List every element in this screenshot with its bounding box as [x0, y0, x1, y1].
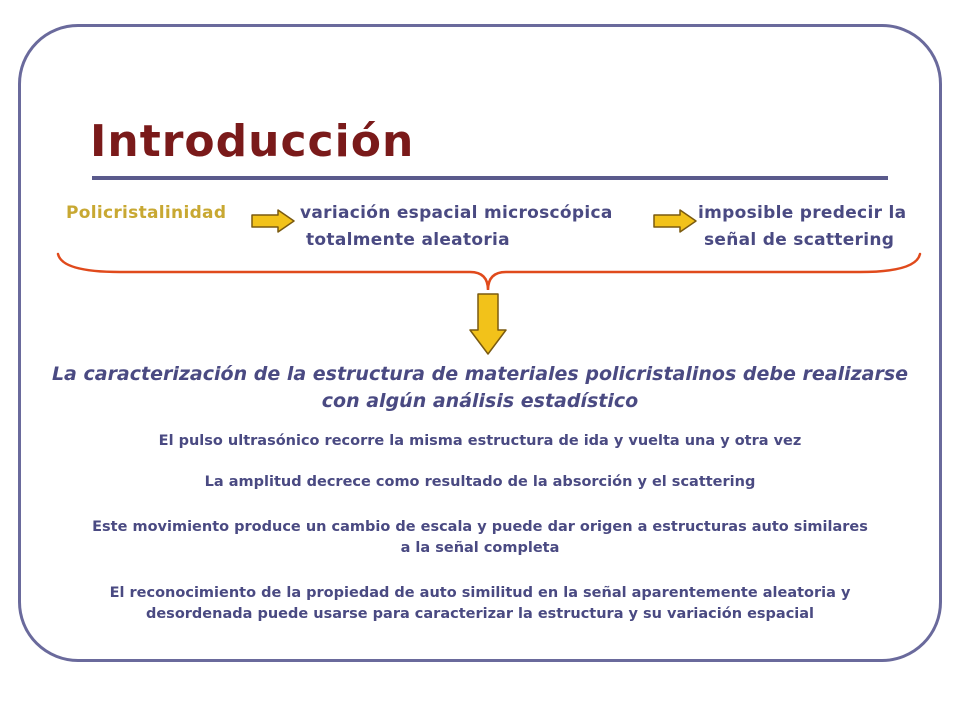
flow-step1-line2: totalmente aleatoria	[306, 230, 510, 250]
conclusion-line-2: con algún análisis estadístico	[321, 390, 639, 412]
slide-title: Introducción	[90, 116, 415, 167]
conclusion-line-1: La caracterización de la estructura de materiales policristalinos debe realizarse	[51, 363, 909, 385]
paragraph-amplitude: La amplitud decrece como resultado de la absorción y el scattering	[204, 474, 756, 490]
paragraph-pulse: El pulso ultrasónico recorre la misma estructura de ida y vuelta una y otra vez	[158, 433, 802, 449]
paragraph-self-similarity-line-1: El reconocimiento de la propiedad de auto similitud en la señal aparentemente aleatoria y	[109, 585, 851, 601]
flow-step1-line1: variación espacial microscópica	[300, 203, 613, 223]
flow-term: Policristalinidad	[66, 203, 227, 223]
flow-step2-line1: imposible predecir la	[698, 203, 907, 223]
paragraph-self-similarity-line-2: desordenada puede usarse para caracterizar la estructura y su variación espacial	[145, 606, 815, 622]
paragraph-scale-line-2: a la señal completa	[400, 540, 560, 556]
flow-step2-line2: señal de scattering	[704, 230, 895, 250]
down-arrow-icon	[468, 292, 508, 356]
paragraph-scale-line-1: Este movimiento produce un cambio de escala y puede dar origen a estructuras auto similares	[92, 519, 868, 535]
